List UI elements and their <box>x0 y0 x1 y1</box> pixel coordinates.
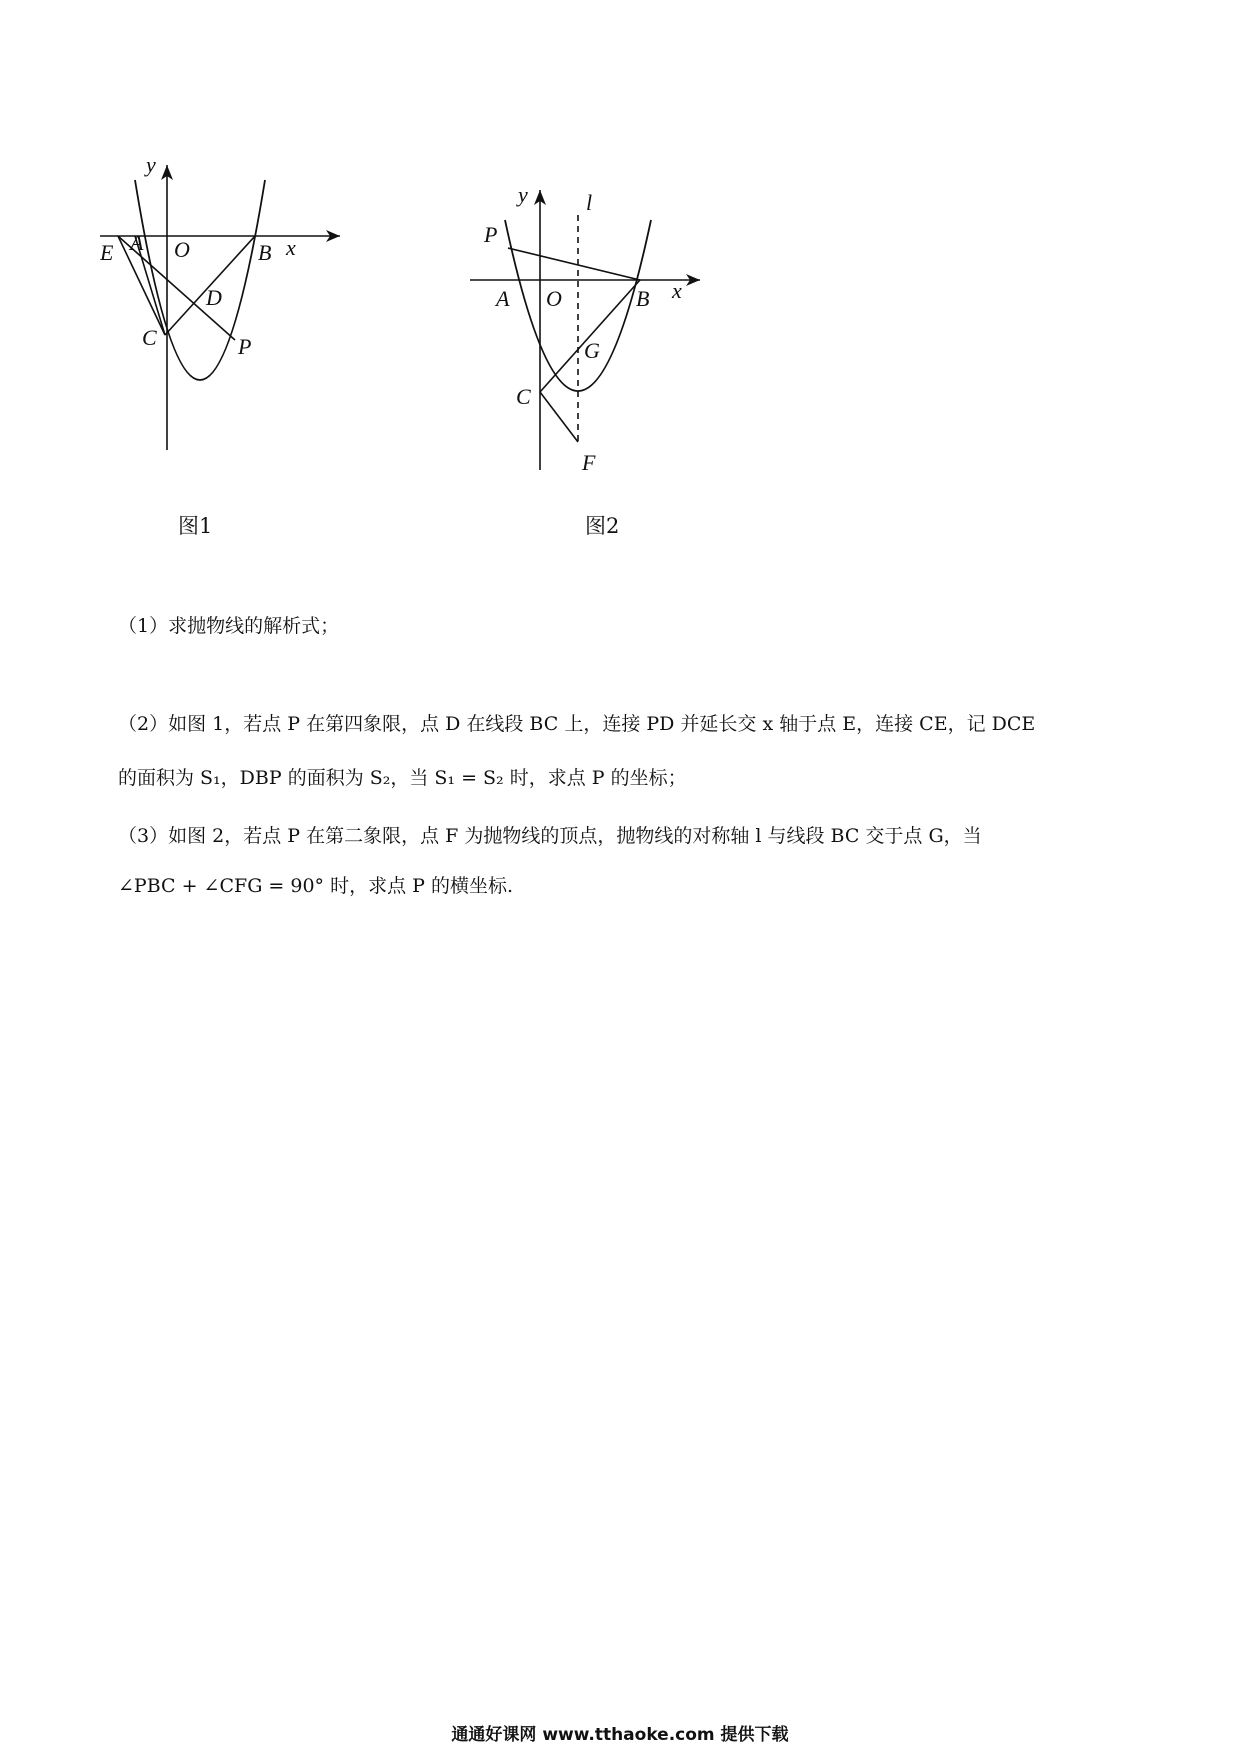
label-a: A <box>496 286 510 311</box>
question-1: （1）求抛物线的解析式； <box>118 615 340 637</box>
label-l: l <box>586 190 593 215</box>
label-o: O <box>546 286 562 311</box>
segment-cf <box>540 392 578 442</box>
figure-2 <box>460 180 720 480</box>
label-y: y <box>146 160 156 177</box>
label-g: G <box>584 338 600 363</box>
label-o: O <box>174 237 190 262</box>
figure-1 <box>100 160 360 460</box>
label-p: P <box>238 334 252 359</box>
figure-1-caption: 图1 <box>178 514 213 538</box>
label-x: x <box>286 235 296 260</box>
label-p: P <box>484 222 498 247</box>
label-b: B <box>636 286 650 311</box>
figure-2-diagram <box>460 180 720 480</box>
label-c: C <box>516 384 531 409</box>
footer: 通通好课网 www.tthaoke.com 提供下载 <box>451 1725 789 1745</box>
label-e: E <box>100 240 114 265</box>
label-d: D <box>206 285 222 310</box>
label-a: A <box>130 230 144 255</box>
label-y: y <box>518 182 528 207</box>
figure-2-caption: 图2 <box>585 514 620 538</box>
label-x: x <box>672 278 682 303</box>
question-3-line-2: ∠PBC + ∠CFG = 90° 时，求点 P 的横坐标. <box>118 875 513 897</box>
question-2-line-2: 的面积为 S₁，DBP 的面积为 S₂，当 S₁ = S₂ 时，求点 P 的坐标； <box>118 767 687 789</box>
segment-pb <box>508 248 640 280</box>
question-2-line-1: （2）如图 1，若点 P 在第四象限，点 D 在线段 BC 上，连接 PD 并延长交 x 轴于点 E，连接 CE，记 DCE <box>118 713 1036 735</box>
figure-1-diagram <box>100 160 360 460</box>
label-f: F <box>582 450 596 475</box>
label-b: B <box>258 240 272 265</box>
label-c: C <box>142 325 157 350</box>
question-3-line-1: （3）如图 2，若点 P 在第二象限，点 F 为抛物线的顶点，抛物线的对称轴 l 与线段 BC 交于点 G，当 <box>118 825 982 847</box>
